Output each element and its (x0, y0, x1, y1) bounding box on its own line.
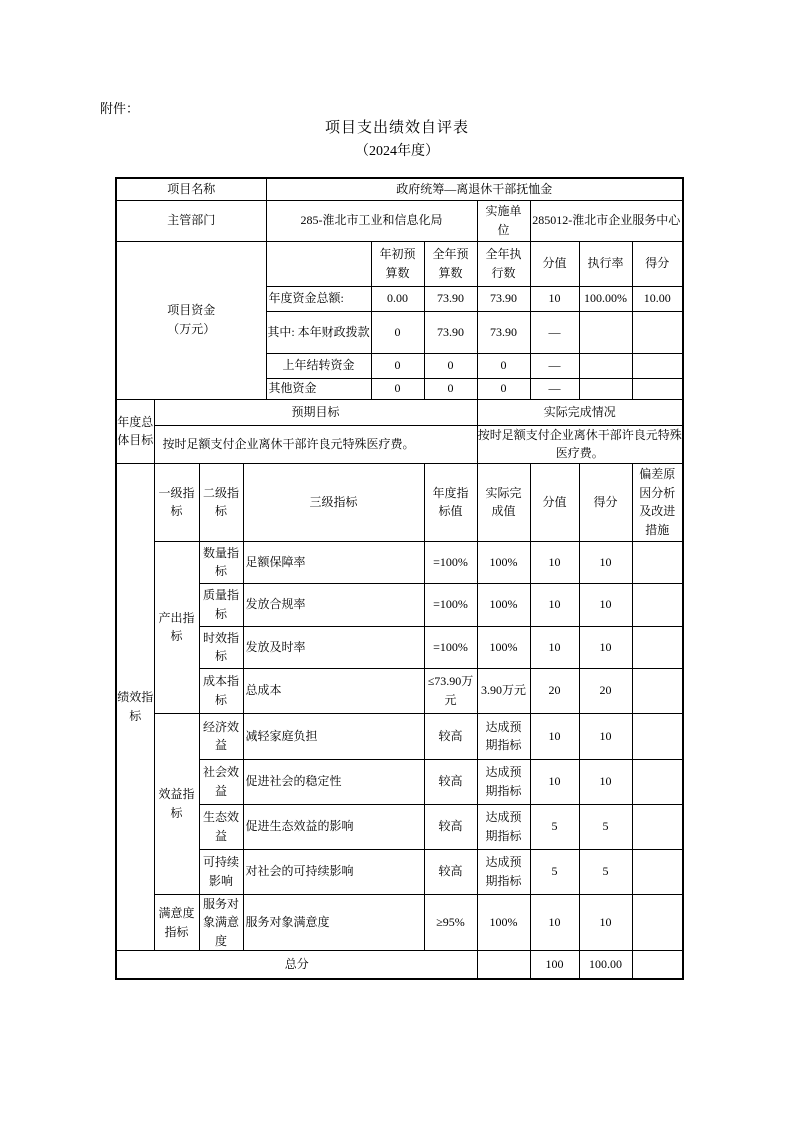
funds-total-weight: 10 (530, 286, 579, 311)
funds-fiscal-name: 其中: 本年财政拨款 (266, 311, 371, 353)
funds-carryover-annual: 0 (424, 353, 477, 378)
ind-quantity-deviation (632, 541, 683, 583)
funds-fiscal-rate (579, 311, 632, 353)
funds-carryover-name: 上年结转资金 (266, 353, 371, 378)
ind-quality-level3: 发放合规率 (243, 583, 424, 626)
goal-actual-header: 实际完成情况 (477, 399, 683, 425)
funds-label-text: 项目资金（万元） (167, 303, 216, 336)
indicators-label: 绩效指标 (116, 463, 154, 951)
funds-other-annual: 0 (424, 378, 477, 399)
header-target-text: 年度指标值 (432, 485, 469, 519)
funds-total-begin: 0.00 (371, 286, 424, 311)
funds-fiscal-weight: — (530, 311, 579, 353)
funds-other-exec: 0 (477, 378, 530, 399)
funds-header-begin-text: 年初预算数 (379, 246, 416, 280)
ind-time-target: =100% (424, 626, 477, 668)
row-indicators-header (116, 463, 683, 541)
ind-sust-weight: 5 (530, 849, 579, 894)
ind-quantity-weight: 10 (530, 541, 579, 583)
header-actual (477, 463, 530, 541)
ind-econ-weight: 10 (530, 713, 579, 759)
funds-header-annual (424, 241, 477, 286)
funds-other-weight: — (530, 378, 579, 399)
funds-header-rate: 执行率 (579, 241, 632, 286)
funds-header-annual-text: 全年预算数 (432, 246, 469, 280)
ind-social-level3: 促进社会的稳定性 (243, 759, 424, 804)
funds-other-rate (579, 378, 632, 399)
ind-satisf-target: ≥95% (424, 894, 477, 951)
funds-carryover-score (632, 353, 683, 378)
row-project-name (116, 178, 683, 200)
funds-fiscal-score (632, 311, 683, 353)
funds-fiscal-begin: 0 (371, 311, 424, 353)
ind-eco-actual-text: 达成预期指标 (485, 810, 522, 843)
ind-satisf-actual: 100% (477, 894, 530, 951)
ind-social-actual (477, 759, 530, 804)
annual-goal-label: 年度总体目标 (116, 399, 154, 463)
row-indicator-quality (116, 583, 683, 626)
ind-quantity-level2: 数量指标 (199, 541, 243, 583)
ind-sust-deviation (632, 849, 683, 894)
ind-econ-target: 较高 (424, 713, 477, 759)
ind-cost-deviation (632, 668, 683, 713)
row-indicator-ecological (116, 804, 683, 849)
ind-satisf-level3: 服务对象满意度 (243, 894, 424, 951)
ind-quality-level2: 质量指标 (199, 583, 243, 626)
funds-other-name: 其他资金 (266, 378, 371, 399)
impl-unit-label (477, 200, 530, 241)
total-label: 总分 (116, 951, 477, 979)
ind-sust-level2: 可持续影响 (199, 849, 243, 894)
row-indicator-quantity (116, 541, 683, 583)
header-score: 得分 (579, 463, 632, 541)
ind-eco-target: 较高 (424, 804, 477, 849)
goal-actual-text: 按时足额支付企业离休干部许良元特殊医疗费。 (477, 425, 683, 463)
funds-carryover-weight: — (530, 353, 579, 378)
ind-cost-level3: 总成本 (243, 668, 424, 713)
funds-other-begin: 0 (371, 378, 424, 399)
funds-total-rate: 100.00% (579, 286, 632, 311)
ind-econ-actual-text: 达成预期指标 (485, 719, 522, 753)
impl-unit-label-text: 实施单位 (485, 203, 522, 237)
ind-satisf-deviation (632, 894, 683, 951)
row-funds-header (116, 241, 683, 286)
header-deviation-text: 偏差原因分析及改进措施 (639, 467, 676, 537)
row-indicator-social (116, 759, 683, 804)
funds-header-score: 得分 (632, 241, 683, 286)
funds-fiscal-exec: 73.90 (477, 311, 530, 353)
funds-total-annual: 73.90 (424, 286, 477, 311)
ind-satisf-weight: 10 (530, 894, 579, 951)
ind-eco-level3: 促进生态效益的影响 (243, 804, 424, 849)
ind-cost-target: ≤73.90万元 (424, 668, 477, 713)
ind-sust-actual (477, 849, 530, 894)
funds-other-score (632, 378, 683, 399)
dept-value: 285-淮北市工业和信息化局 (266, 200, 477, 241)
ind-quality-deviation (632, 583, 683, 626)
header-level2: 二级指标 (199, 463, 243, 541)
funds-header-exec-text: 全年执行数 (485, 246, 522, 280)
ind-time-deviation (632, 626, 683, 668)
ind-eco-score: 5 (579, 804, 632, 849)
total-deviation (632, 951, 683, 979)
ind-time-weight: 10 (530, 626, 579, 668)
dept-label: 主管部门 (116, 200, 266, 241)
row-indicator-satisfaction (116, 894, 683, 951)
attachment-label: 附件： (100, 101, 140, 116)
goal-expected-header: 预期目标 (154, 399, 477, 425)
funds-fiscal-annual: 73.90 (424, 311, 477, 353)
goal-expected-text: 按时足额支付企业离休干部许良元特殊医疗费。 (154, 425, 477, 463)
header-level1: 一级指标 (154, 463, 199, 541)
ind-cost-weight: 20 (530, 668, 579, 713)
ind-cost-level2: 成本指标 (199, 668, 243, 713)
header-level3: 三级指标 (243, 463, 424, 541)
funds-carryover-exec: 0 (477, 353, 530, 378)
total-actual (477, 951, 530, 979)
funds-carryover-begin: 0 (371, 353, 424, 378)
total-weight: 100 (530, 951, 579, 979)
header-weight: 分值 (530, 463, 579, 541)
ind-time-level2: 时效指标 (199, 626, 243, 668)
ind-eco-actual (477, 804, 530, 849)
ind-social-deviation (632, 759, 683, 804)
ind-time-score: 10 (579, 626, 632, 668)
ind-econ-score: 10 (579, 713, 632, 759)
ind-sust-score: 5 (579, 849, 632, 894)
page-subtitle: （2024年度） (355, 144, 439, 159)
funds-header-blank (266, 241, 371, 286)
ind-quality-target: =100% (424, 583, 477, 626)
header-deviation (632, 463, 683, 541)
row-goal-text (116, 425, 683, 463)
funds-total-name: 年度资金总额: (266, 286, 371, 311)
ind-quantity-target: =100% (424, 541, 477, 583)
ind-quantity-level3: 足额保障率 (243, 541, 424, 583)
ind-sust-actual-text: 达成预期指标 (485, 855, 522, 888)
ind-quality-weight: 10 (530, 583, 579, 626)
row-indicator-timeliness (116, 626, 683, 668)
ind-eco-level2: 生态效益 (199, 804, 243, 849)
funds-total-score: 10.00 (632, 286, 683, 311)
ind-satisf-score: 10 (579, 894, 632, 951)
ind-social-weight: 10 (530, 759, 579, 804)
ind-social-actual-text: 达成预期指标 (485, 765, 522, 798)
ind-social-level2: 社会效益 (199, 759, 243, 804)
ind-eco-weight: 5 (530, 804, 579, 849)
row-indicator-sustainable (116, 849, 683, 894)
ind-social-score: 10 (579, 759, 632, 804)
ind-quality-actual: 100% (477, 583, 530, 626)
ind-sust-level3: 对社会的可持续影响 (243, 849, 424, 894)
ind-time-actual: 100% (477, 626, 530, 668)
row-indicator-economic (116, 713, 683, 759)
ind-quantity-actual: 100% (477, 541, 530, 583)
total-score: 100.00 (579, 951, 632, 979)
ind-quantity-score: 10 (579, 541, 632, 583)
row-indicator-cost (116, 668, 683, 713)
page-title: 项目支出绩效自评表 (324, 120, 469, 136)
ind-econ-actual (477, 713, 530, 759)
header-actual-text: 实际完成值 (485, 485, 522, 519)
project-name-label: 项目名称 (116, 178, 266, 200)
project-name-value: 政府统筹—离退休干部抚恤金 (266, 178, 683, 200)
header-target (424, 463, 477, 541)
row-goal-header (116, 399, 683, 425)
ind-econ-level2: 经济效益 (199, 713, 243, 759)
ind-time-level3: 发放及时率 (243, 626, 424, 668)
funds-carryover-rate (579, 353, 632, 378)
row-departments (116, 200, 683, 241)
ind-econ-level3: 减轻家庭负担 (243, 713, 424, 759)
self-evaluation-table (115, 177, 684, 980)
level1-satisfaction: 满意度指标 (154, 894, 199, 951)
funds-label (116, 241, 266, 399)
ind-satisf-level2: 服务对象满意度 (199, 894, 243, 951)
ind-cost-score: 20 (579, 668, 632, 713)
funds-header-begin (371, 241, 424, 286)
level1-benefit: 效益指标 (154, 713, 199, 894)
funds-header-exec (477, 241, 530, 286)
funds-header-weight: 分值 (530, 241, 579, 286)
ind-cost-actual: 3.90万元 (477, 668, 530, 713)
ind-econ-deviation (632, 713, 683, 759)
ind-social-target: 较高 (424, 759, 477, 804)
impl-unit-value: 285012-淮北市企业服务中心 (530, 200, 683, 241)
row-total (116, 951, 683, 979)
ind-eco-deviation (632, 804, 683, 849)
level1-output: 产出指标 (154, 541, 199, 713)
ind-sust-target: 较高 (424, 849, 477, 894)
funds-total-exec: 73.90 (477, 286, 530, 311)
ind-quality-score: 10 (579, 583, 632, 626)
